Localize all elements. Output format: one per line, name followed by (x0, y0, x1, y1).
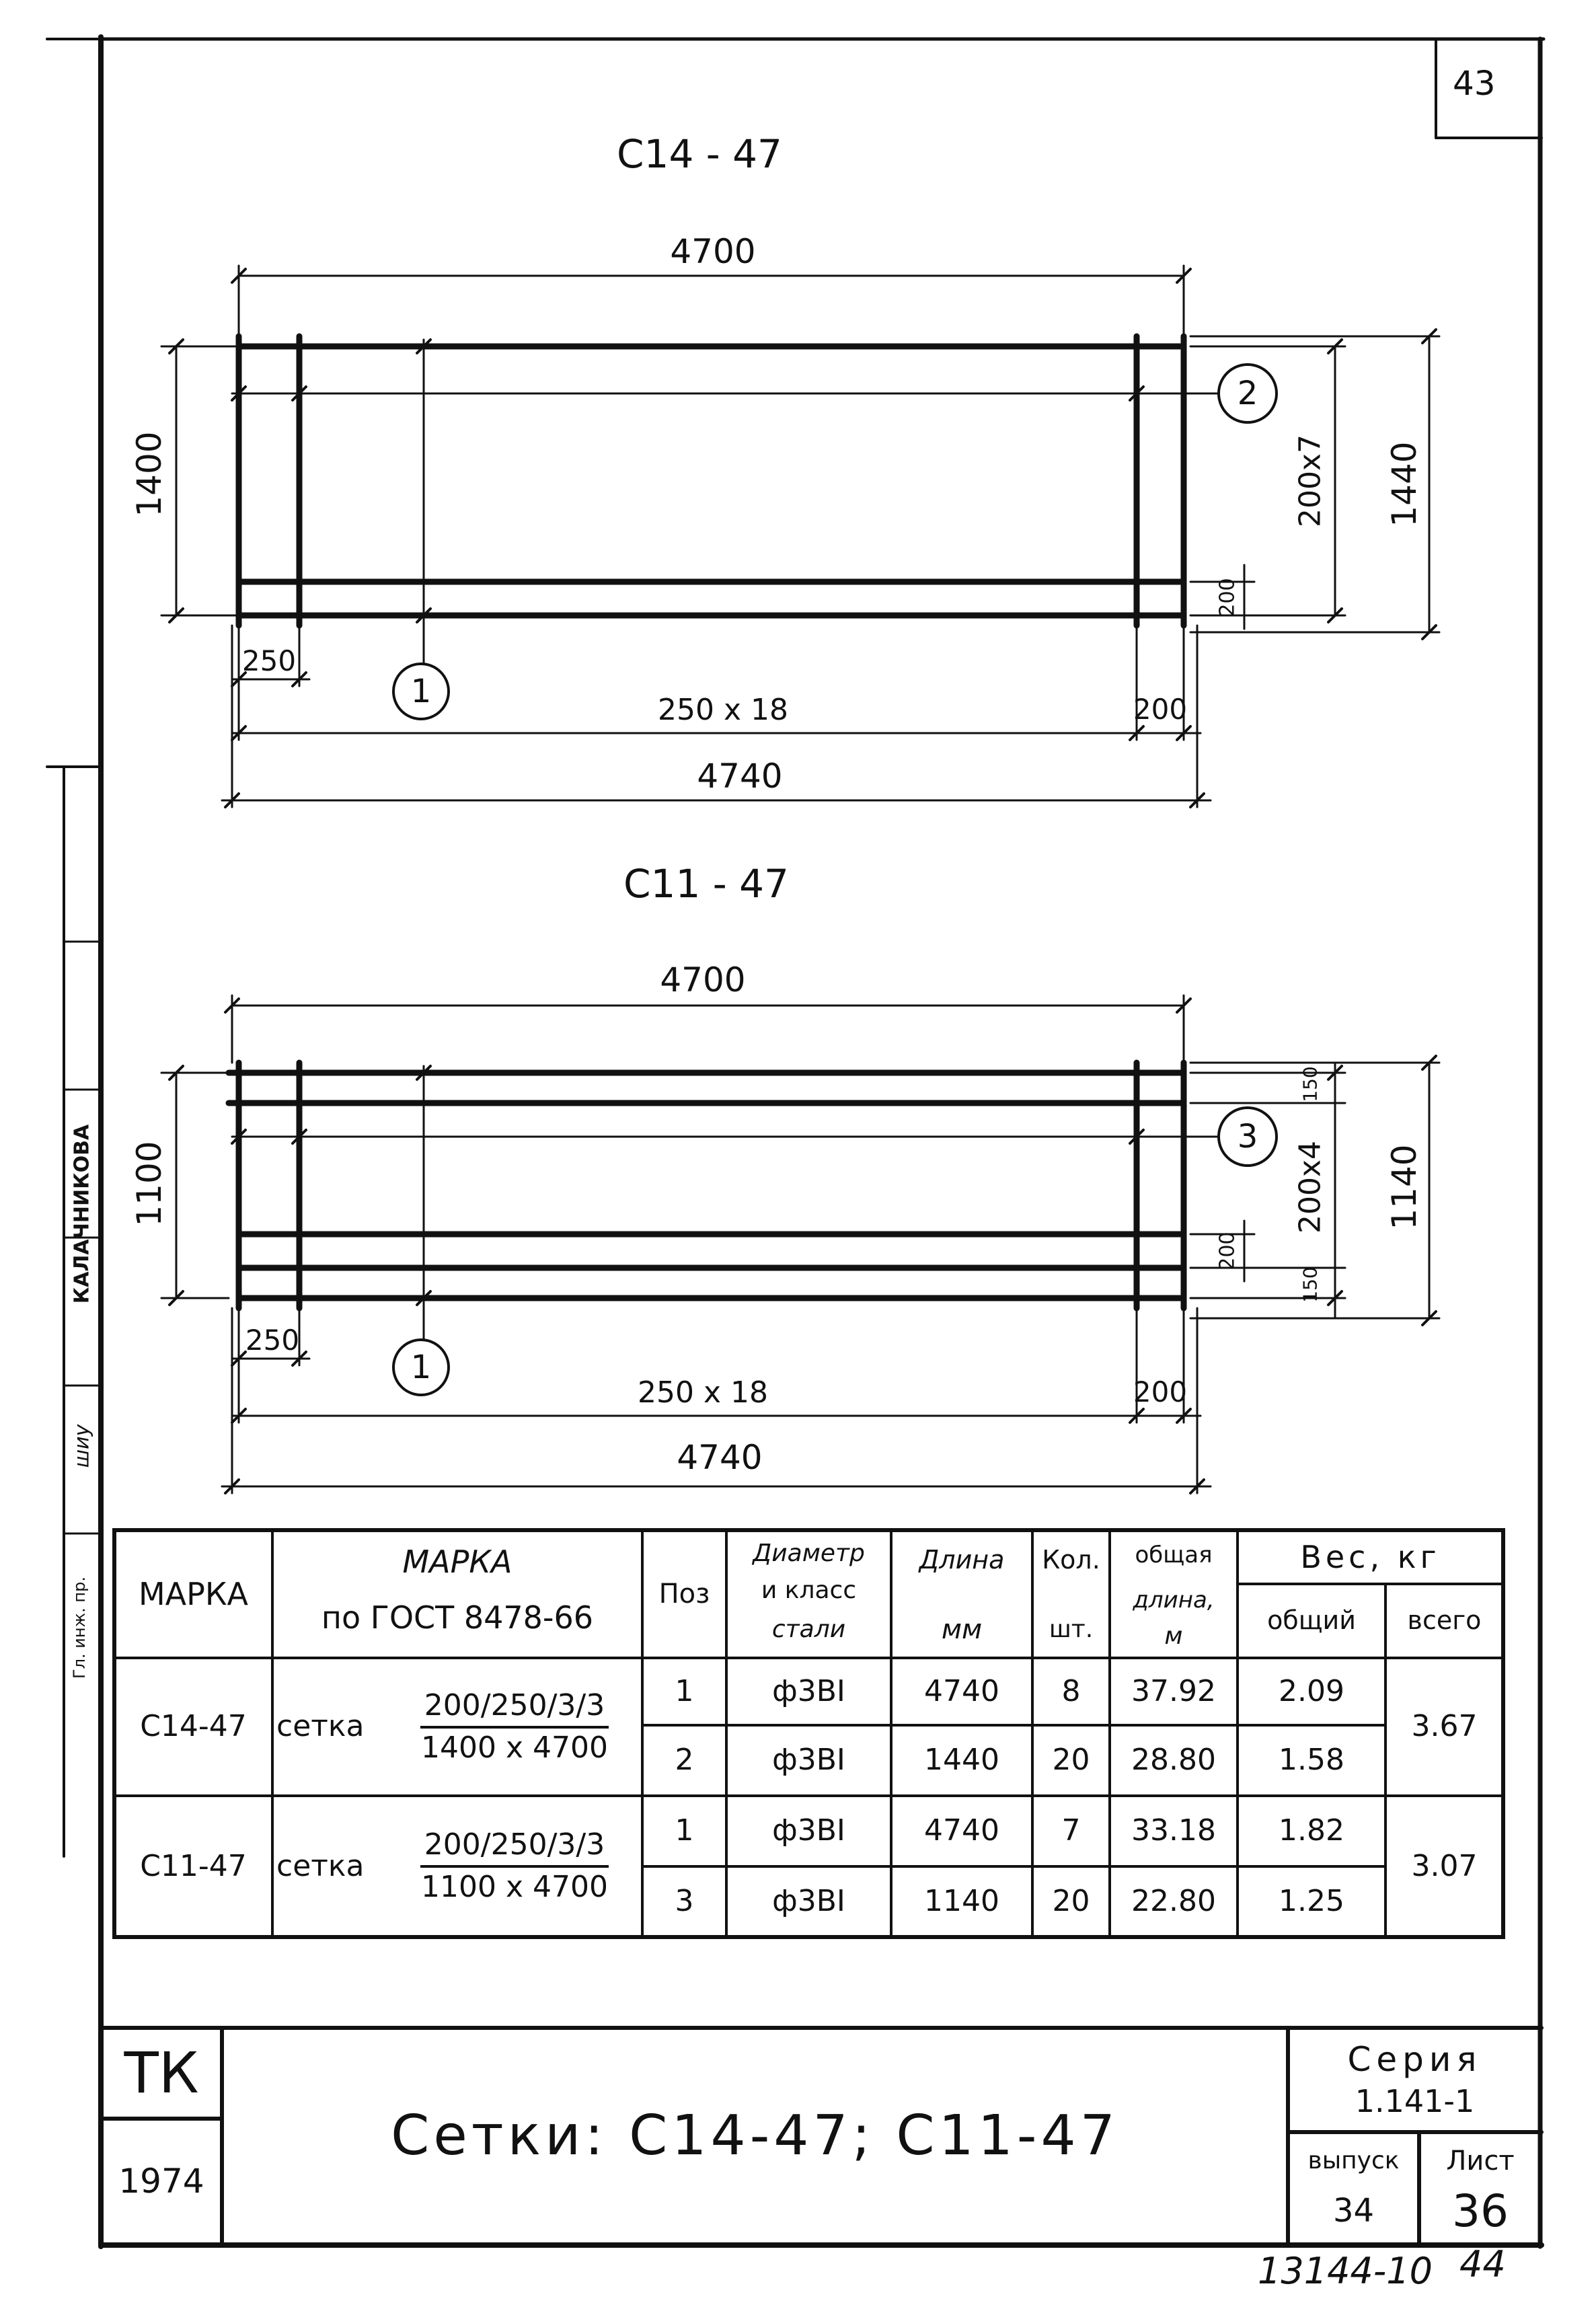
dim-right-spacing: 200х7 (1293, 434, 1328, 528)
cell-weight: 1.25 (1279, 1884, 1344, 1919)
cell-gost-fraction (387, 1796, 642, 1937)
th-gost-line1: МАРКА (402, 1544, 512, 1581)
cell-count: 7 (1061, 1813, 1081, 1848)
cell-total-length: 33.18 (1131, 1813, 1216, 1848)
cell-diam: ф3ВI (772, 1743, 845, 1778)
dim-bottom-total: 4740 (677, 1438, 763, 1477)
dim-bottom-spacing: 250 х 18 (658, 693, 788, 727)
dim-right-top-small: 150 (1299, 1066, 1322, 1102)
th-total-length-line1: общая (1135, 1541, 1213, 1568)
th-length-line2: мм (941, 1614, 983, 1645)
dim-bottom-right: 200 (1133, 693, 1188, 726)
th-diam-line1: Диаметр (753, 1540, 865, 1568)
cell-weight: 1.82 (1279, 1813, 1344, 1848)
drawing-title-c14-47: С14 - 47 (617, 131, 782, 177)
title-block-org: ТК (124, 2040, 199, 2107)
th-marka: МАРКА (138, 1575, 249, 1612)
dim-bottom-spacing: 250 х 18 (638, 1375, 768, 1410)
series-value: 1.141-1 (1355, 2083, 1475, 2120)
cell-diam: ф3ВI (772, 1673, 845, 1708)
dim-bottom-right: 200 (1133, 1375, 1188, 1408)
dim-right-bottom-small: 150 (1299, 1266, 1322, 1303)
mesh-c11-47 (229, 1063, 1184, 1308)
cell-length: 1140 (924, 1884, 999, 1919)
callout-position-1: 1 (392, 1338, 450, 1396)
drawing-title-c11-47: С11 - 47 (623, 861, 789, 907)
fraction-numerator: 200/250/3/3 (420, 1828, 609, 1868)
cell-weight: 1.58 (1279, 1743, 1344, 1778)
th-gost-line2: по ГОСТ 8478-66 (321, 1599, 594, 1636)
th-weight-total: общий (1267, 1605, 1356, 1636)
cell-weight: 2.09 (1279, 1673, 1344, 1708)
fraction-numerator: 200/250/3/3 (420, 1689, 609, 1729)
th-total-length-line2: длина, (1133, 1587, 1215, 1614)
issue-value: 34 (1332, 2192, 1375, 2230)
th-weight-all: всего (1407, 1605, 1482, 1636)
cell-total-length: 22.80 (1131, 1884, 1216, 1919)
margin-stamp-name: КАЛАЧНИКОВА (70, 1124, 94, 1304)
series-label: Серия (1347, 2039, 1482, 2079)
sheet-label: Лист (1446, 2146, 1515, 2176)
cell-diam: ф3ВI (772, 1813, 845, 1848)
cell-poz: 1 (675, 1813, 694, 1848)
title-block-year: 1974 (118, 2162, 204, 2201)
mesh-c14-47 (239, 336, 1184, 626)
cell-length: 1440 (924, 1743, 999, 1778)
dim-right-small: 200 (1215, 578, 1240, 617)
cell-diam: ф3ВI (772, 1884, 845, 1919)
callout-position-3: 3 (1217, 1106, 1278, 1167)
th-count-line1: Кол. (1042, 1545, 1100, 1575)
cell-poz: 1 (675, 1673, 694, 1708)
cell-total-length: 28.80 (1131, 1743, 1216, 1778)
dim-bottom-total: 4740 (697, 757, 783, 796)
th-count-line2: шт. (1049, 1615, 1094, 1643)
drawing-title: Сетки: С14-47; С11-47 (391, 2104, 1119, 2168)
dim-right-total: 1140 (1385, 1144, 1424, 1230)
cell-poz: 2 (675, 1743, 694, 1778)
dim-right-spacing: 200х4 (1293, 1140, 1328, 1234)
margin-note: Гл. инж. пр. (70, 1577, 89, 1679)
dim-right-small: 200 (1215, 1232, 1240, 1271)
sheet-value: 36 (1452, 2185, 1509, 2237)
archive-page: 44 (1459, 2243, 1506, 2285)
th-diam-line3: стали (771, 1615, 846, 1643)
cell-count: 8 (1061, 1673, 1081, 1708)
th-length-line1: Длина (919, 1545, 1005, 1575)
margin-signature: шиу (70, 1424, 94, 1468)
issue-label: выпуск (1307, 2147, 1400, 2175)
page-corner-number: 43 (1453, 64, 1496, 103)
fraction-denominator: 1100 х 4700 (421, 1870, 608, 1904)
cell-count: 20 (1052, 1884, 1090, 1919)
archive-number: 13144-10 (1258, 2250, 1433, 2292)
cell-length: 4740 (924, 1673, 999, 1708)
th-total-length-line3: м (1164, 1622, 1183, 1650)
callout-position-2: 2 (1217, 363, 1278, 424)
dim-right-total: 1440 (1385, 441, 1424, 527)
cell-count: 20 (1052, 1743, 1090, 1778)
fraction-denominator: 1400 х 4700 (421, 1730, 608, 1765)
dim-bottom-left: 250 (245, 1324, 300, 1357)
dim-top-length: 4700 (660, 960, 746, 999)
dim-left-height: 1100 (130, 1141, 169, 1227)
cell-weight-all: 3.07 (1411, 1848, 1478, 1883)
dim-left-height: 1400 (130, 431, 169, 517)
dim-bottom-left: 250 (241, 644, 297, 677)
cell-marka: С14-47 (140, 1709, 247, 1744)
cell-marka: С11-47 (140, 1848, 247, 1883)
th-weight: Вес, кг (1300, 1538, 1441, 1575)
th-diam-line2: и класс (761, 1577, 857, 1605)
cell-gost-fraction (387, 1658, 642, 1796)
cell-setka: сетка (276, 1848, 365, 1883)
cell-setka: сетка (276, 1709, 365, 1744)
cell-poz: 3 (675, 1884, 694, 1919)
callout-position-1: 1 (392, 662, 450, 720)
cell-total-length: 37.92 (1131, 1673, 1216, 1708)
cell-length: 4740 (924, 1813, 999, 1848)
th-poz: Поз (658, 1579, 710, 1609)
dim-top-length: 4700 (670, 232, 756, 271)
cell-weight-all: 3.67 (1411, 1709, 1478, 1744)
